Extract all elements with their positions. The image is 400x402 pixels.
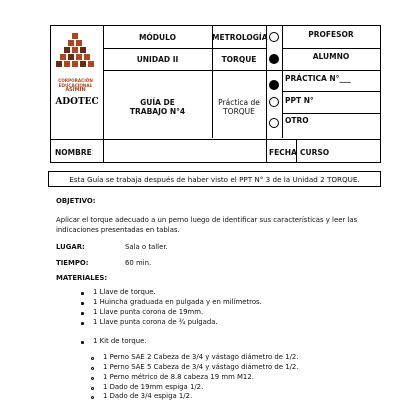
bullet-icon (81, 292, 84, 295)
radio-alumno[interactable] (269, 54, 279, 64)
objetivo-line-2: indicaciones presentadas en tablas. (56, 226, 180, 234)
school-name: ADOTEC (55, 97, 99, 107)
lugar-label: LUGAR: (56, 243, 85, 251)
material-item: 1 Huincha graduada en pulgada y en milímetros. (93, 298, 262, 306)
option-practica: PRÁCTICA N°___ (285, 74, 351, 83)
kit-item: 1 Dado de 19mm espiga 1/2. (103, 383, 204, 391)
modulo-label: MÓDULO (138, 33, 177, 42)
material-item: 1 Llave de torque. (93, 288, 156, 296)
objetivo-title: OBJETIVO: (56, 197, 96, 205)
material-item: 1 Llave punta corona de 19mm. (93, 308, 204, 316)
unidad-value: TORQUE (221, 55, 257, 64)
lugar-value: Sala o taller. (125, 243, 168, 251)
kit-item: 1 Perno SAE 5 Cabeza de 3/4 y vástago diámetro de 1/2. (103, 363, 299, 371)
unidad-label: UNIDAD II (136, 55, 179, 64)
material-item: 1 Llave punta corona de ¾ pulgada. (93, 318, 218, 326)
bullet-icon (81, 341, 84, 344)
objetivo-line-1: Aplicar el torque adecuado a un perno luego de identificar sus características y leer las (56, 216, 358, 224)
kit-item: 1 Perno métrico de 8.8 cabeza 19 mm M12. (103, 373, 254, 381)
modulo-value: METROLOGÍA (212, 33, 268, 42)
radio-ppt[interactable] (269, 97, 279, 107)
school-logo (52, 27, 99, 79)
radio-practica[interactable] (269, 80, 279, 90)
bullet-icon (81, 312, 84, 315)
bullet-icon (81, 322, 84, 325)
bullet-icon (81, 302, 84, 305)
note-box: Esta Guía se trabaja después de haber visto el PPT N° 3 de la Unidad 2 TORQUE. (48, 171, 381, 187)
guia-value: Práctica de TORQUE (218, 98, 260, 116)
kit-item: 1 Dado de 3/4 espiga 1/2. (103, 392, 193, 400)
sub-bullet-icon (91, 367, 94, 370)
sub-bullet-icon (91, 387, 94, 390)
guia-label: GUÍA DE TRABAJO N°4 (129, 98, 186, 116)
radio-otro[interactable] (269, 118, 279, 128)
option-alumno: ALUMNO (312, 52, 350, 61)
radio-profesor[interactable] (269, 32, 279, 42)
kit-item: 1 Perno SAE 2 Cabeza de 3/4 y vástago diámetro de 1/2. (103, 353, 299, 361)
sub-bullet-icon (91, 357, 94, 360)
sub-bullet-icon (91, 396, 94, 399)
fecha-label: FECHA (269, 148, 297, 157)
curso-label: CURSO (300, 148, 330, 157)
logo-text: CORPORACIÓN EDUCACIONAL ASIMIN (58, 78, 93, 93)
sub-bullet-icon (91, 377, 94, 380)
option-ppt: PPT N° (285, 96, 314, 105)
header-table (50, 25, 381, 163)
tiempo-value: 60 min. (125, 259, 152, 267)
materiales-title: MATERIALES: (56, 274, 108, 282)
tiempo-label: TIEMPO: (56, 259, 89, 267)
option-profesor: PROFESOR (308, 30, 354, 39)
option-otro: OTRO (285, 116, 309, 125)
kit-label: 1 Kit de torque. (93, 337, 147, 345)
nombre-label: NOMBRE (55, 148, 92, 157)
